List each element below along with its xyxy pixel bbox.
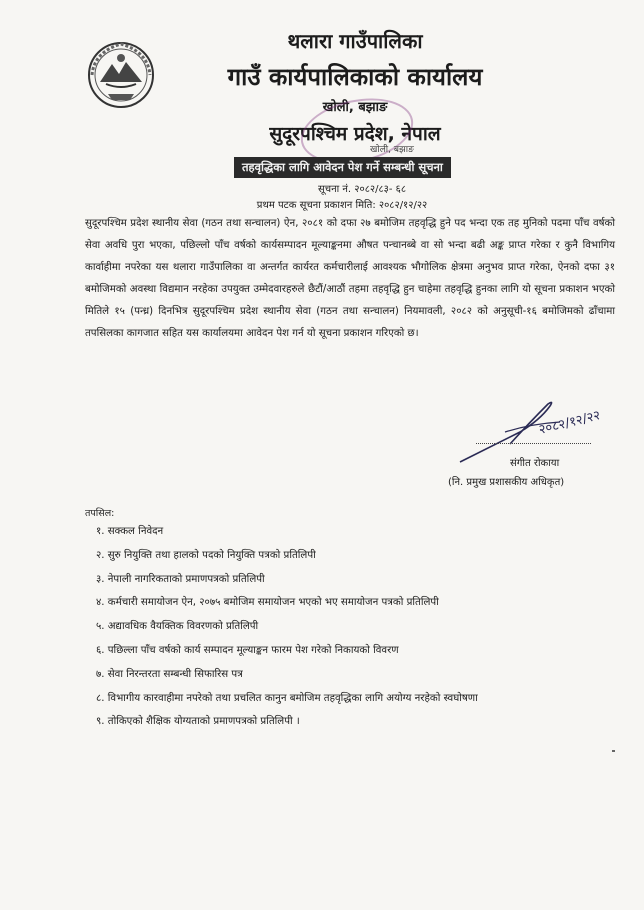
list-item: १. सक्कल निवेदन xyxy=(96,526,164,537)
signature-line xyxy=(476,443,591,444)
list-item: ९. तोकिएको शैक्षिक योग्यताको प्रमाणपत्रको प्रतिलिपी । xyxy=(96,716,300,728)
list-item: ८. विभागीय कारवाहीमा नपरेको तथा प्रचलित कानुन बमोजिम तहवृद्धिका लागि अयोग्य नरहेको स्वघोषणा xyxy=(96,692,478,704)
signatory-name: संगीत रोकाया xyxy=(510,458,560,469)
signature-date: २०८२/१२/२२ xyxy=(537,408,602,438)
notice-title: तहवृद्धिका लागि आवेदन पेश गर्ने सम्बन्धी सूचना xyxy=(234,157,451,178)
office-name: गाउँ कार्यपालिकाको कार्यालय xyxy=(227,63,483,91)
list-item: ५. अद्यावधिक वैयक्तिक विवरणको प्रतिलिपी xyxy=(96,621,259,633)
nepal-emblem-icon xyxy=(86,40,156,110)
scan-mark xyxy=(612,750,615,752)
list-item: ६. पछिल्ला पाँच वर्षको कार्य सम्पादन मूल्याङ्कन फारम पेश गरेको निकायको विवरण xyxy=(96,644,399,656)
stamp-address: खोली, बझाङ xyxy=(370,145,414,155)
office-location: खोली, बझाङ xyxy=(322,100,388,115)
notice-body: सुदूरपश्चिम प्रदेश स्थानीय सेवा (गठन तथा सन्चालन) ऐन, २०८१ को दफा २७ बमोजिम तहवृद्धि हुने पद भन्दा एक तह मुनिको पदमा पाँच वर्षको सेवा अवधि पुरा भएका, पछिल्लो पाँच वर्षको कार्यसम्पादन मूल्याङ्कनमा औषत पन्चानब्बे वा सो भन्दा बढी अङ्क प्राप्त गरेका र कुनै विभागिय कार्वाहीमा नपरेका यस थलारा गाउँपालिका वा अन्तर्गत कार्यरत कर्मचारीलाई आवश्यक भौगोलिक क्षेत्रमा अनुभव प्राप्त गरेका, ऐनको दफा ३१ बमोजिमको अवस्था विद्यमान नरहेका उपयुक्त उम्मेदवारहरुले छैटौं/आठौं तहमा तहवृद्धि हुन चाहेमा तहवृद्धि हुनका लागि यो सूचना प्रकाशन भएको मितिले १५ (पन्ध्र) दिनभित्र सुदूरपश्चिम प्रदेश स्थानीय सेवा (गठन तथा सन्चालन) नियमावली, २०८२ को अनुसूची-१६ बमोजिमको ढाँचामा तपसिलका कागजात सहित यस कार्यालयमा आवेदन पेश गर्न यो सूचना प्रकाशन गरिएको छ। xyxy=(85,218,615,339)
list-item: ४. कर्मचारी समायोजन ऐन, २०७५ बमोजिम समायोजन भएको भए समायोजन पत्रको प्रतिलिपी xyxy=(96,597,439,609)
notice-date: प्रथम पटक सूचना प्रकाशन मिति: २०८२/१२/२२ xyxy=(256,200,428,211)
list-item: ३. नेपाली नागरिकताको प्रमाणपत्रको प्रतिलिपी xyxy=(96,573,265,585)
notice-number: सूचना नं. २०८२/८३- ६८ xyxy=(317,184,407,195)
signatory-title: (नि. प्रमुख प्रशासकीय अधिकृत) xyxy=(448,477,565,488)
list-item: २. सुरु नियुक्ति तथा हालको पदको नियुक्ति पत्रको प्रतिलिपी xyxy=(96,549,316,561)
attachment-heading: तपसिल: xyxy=(85,508,115,519)
municipality-name: थलारा गाउँपालिका xyxy=(287,29,423,53)
list-item: ७. सेवा निरन्तरता सम्बन्धी सिफारिस पत्र xyxy=(96,668,243,680)
attachment-list xyxy=(96,520,478,734)
province-name: सुदूरपश्चिम प्रदेश, नेपाल xyxy=(269,123,441,145)
